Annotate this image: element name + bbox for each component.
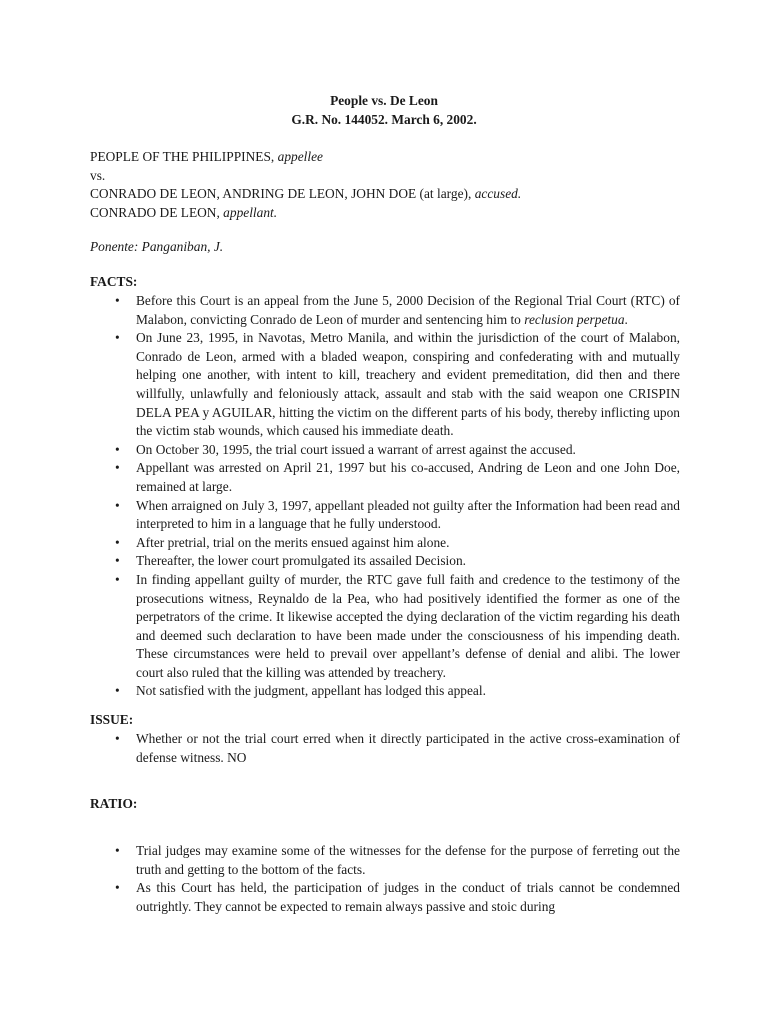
appellant-line xyxy=(90,204,690,223)
issue-list xyxy=(90,730,680,767)
versus-line: vs. xyxy=(90,167,106,183)
issue-heading: ISSUE: xyxy=(90,712,134,727)
case-citation: G.R. No. 144052. March 6, 2002. xyxy=(291,112,477,127)
list-item: • In finding appellant guilty of murder, the RTC gave full faith and credence to the testimony of the prosecutions witness, Reynaldo de la Pea, who had positively identified the former as one of the perpetrators of the crime. It likewise accepted the dying declaration of the victim regarding his death and deemed such declaration to have been made under the consciousness of his impending death. These circumstances were held to prevail over appellant’s defense of denial and alibi. The lower court also ruled that the killing was attended by treachery. xyxy=(90,571,680,683)
accused-line xyxy=(90,185,690,204)
list-item: • Before this Court is an appeal from the June 5, 2000 Decision of the Regional Trial Court (RTC) of Malabon, convicting Conrado de Leon of murder and sentencing him to reclusion perpetua. xyxy=(90,292,680,329)
list-item: • Whether or not the trial court erred when it directly participated in the active cross-examination of defense witness. NO xyxy=(90,730,680,767)
list-item: • Not satisfied with the judgment, appellant has lodged this appeal. xyxy=(90,682,680,701)
appellant-name: CONRADO DE LEON, xyxy=(90,204,220,220)
accused-names: CONRADO DE LEON, ANDRING DE LEON, JOHN DOE (at large), xyxy=(90,186,472,202)
ratio-list xyxy=(90,842,680,916)
appellee-role: appellee xyxy=(277,149,323,164)
appellee-line xyxy=(90,148,690,167)
list-item: • Trial judges may examine some of the witnesses for the defense for the purpose of ferreting out the truth and getting to the bottom of the facts. xyxy=(90,842,680,879)
appellee-name: PEOPLE OF THE PHILIPPINES, xyxy=(90,149,275,164)
reclusion-perpetua-term: reclusion perpetua xyxy=(524,311,625,327)
list-item: • Appellant was arrested on April 21, 1997 but his co-accused, Andring de Leon and one John Doe, remained at large. xyxy=(90,459,680,496)
facts-heading: FACTS: xyxy=(90,274,138,289)
case-title-block xyxy=(0,92,768,130)
list-item: • As this Court has held, the participation of judges in the conduct of trials cannot be condemned outrightly. They cannot be expected to remain always passive and stoic during xyxy=(90,879,680,916)
list-item: • On October 30, 1995, the trial court issued a warrant of arrest against the accused. xyxy=(90,441,680,460)
case-title: People vs. De Leon xyxy=(330,93,438,108)
list-item: • Thereafter, the lower court promulgated its assailed Decision. xyxy=(90,552,680,571)
list-item: • After pretrial, trial on the merits ensued against him alone. xyxy=(90,534,680,553)
list-item: • On June 23, 1995, in Navotas, Metro Manila, and within the jurisdiction of the court of Malabon, Conrado de Leon, armed with a bladed weapon, conspiring and confederating with and mutually helping one another, with intent to kill, treachery and evident premeditation, did then and there willfully, unlawfully and feloniously attack, assault and stab with the said weapon one CRISPIN DELA PEA y AGUILAR, hitting the victim on the different parts of his body, thereby inflicting upon the victim stab wounds, which caused his immediate death. xyxy=(90,329,680,441)
ponente-line: Ponente: Panganiban, J. xyxy=(90,239,224,254)
accused-role: accused. xyxy=(474,186,522,202)
list-item: • When arraigned on July 3, 1997, appellant pleaded not guilty after the Information had been read and interpreted to him in a language that he fully understood. xyxy=(90,497,680,534)
ratio-heading: RATIO: xyxy=(90,796,138,811)
appellant-role: appellant. xyxy=(223,204,278,220)
parties-block xyxy=(90,148,690,222)
facts-list xyxy=(90,292,680,701)
